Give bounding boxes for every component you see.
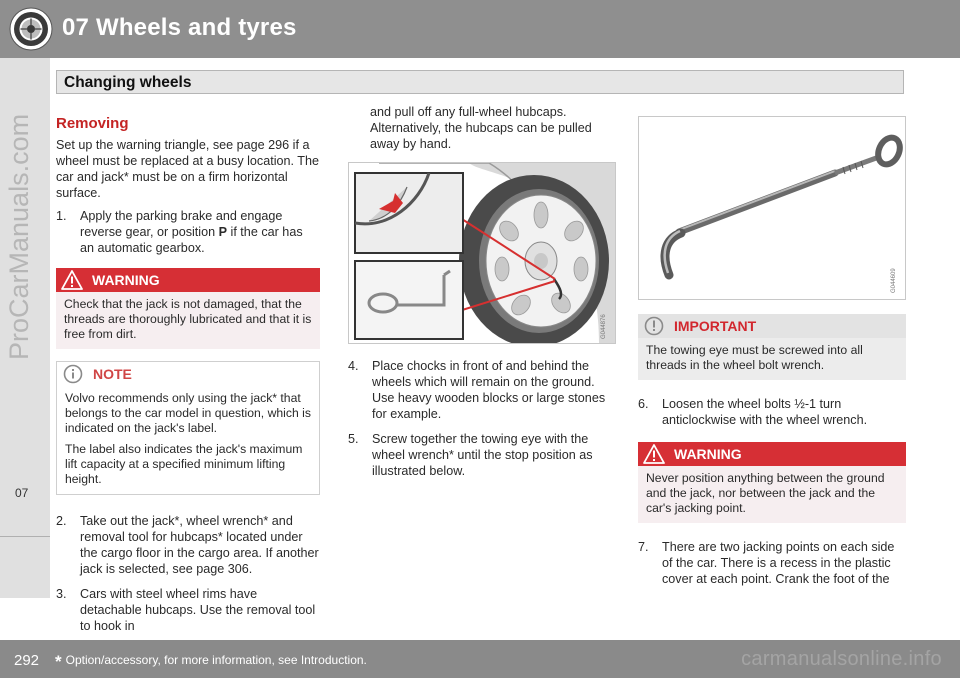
note-body [57,386,319,494]
chapter-header [0,0,960,58]
important-label: IMPORTANT [674,318,757,334]
warning-header [638,442,906,466]
subheading-removing: Removing [56,115,129,132]
column-3 [638,116,906,596]
footnote-text: Option/accessory, for more information, see Introduction. [65,653,367,667]
note-paragraph: Volvo recommends only using the jack* that belongs to the car model in question, which is indicated on the jack's label. [65,391,311,435]
step-number: 6. [638,397,649,411]
note-label: NOTE [93,366,132,382]
step-3 [56,586,320,634]
step-number: 5. [348,432,359,446]
step-5 [348,431,616,479]
warning-box-jack [56,268,320,349]
figure-code: G044876 [601,314,607,339]
wheel-wrench-drawing [639,117,905,299]
warning-body: Never position anything between the ground and the jack, nor between the jack and the car's jacking point. [638,466,906,523]
page-number: 292 [14,652,40,669]
figure-code: G044609 [891,268,897,293]
note-paragraph: The label also indicates the jack's maximum lift capacity at a specified minimum lifting height. [65,442,303,486]
step-1 [56,208,320,256]
hubcap-removal-illustration [348,162,616,344]
step-number: 7. [638,540,649,554]
warning-triangle-icon [61,270,83,290]
footnote-asterisk: * [55,652,62,671]
step-text: Screw together the towing eye with the wheel wrench* until the stop position as illustrated below. [372,432,593,478]
sidebar-chapter-number: 07 [15,486,29,500]
step-text: Take out the jack*, wheel wrench* and removal tool for hubcaps* located under the cargo floor in the cargo area. If another jack is selected, see page 306. [80,514,319,576]
hubcap-wheel-drawing [349,163,615,343]
sidebar-divider [0,536,50,537]
warning-label: WARNING [674,446,742,462]
step-text: Cars with steel wheel rims have detachable hubcaps. Use the removal tool to hook in [80,587,316,633]
step-2 [56,513,320,577]
warning-label: WARNING [92,272,160,288]
chapter-title: 07 Wheels and tyres [62,14,297,41]
column-2 [348,104,616,488]
important-header [638,314,906,338]
step-4 [348,358,616,422]
important-body: The towing eye must be screwed into all threads in the wheel bolt wrench. [638,338,906,380]
footnote [55,652,367,672]
step-text: Place chocks in front of and behind the wheels which will remain on the ground. Use heavy wooden blocks or large stones for example. [372,359,606,421]
warning-box-jacking [638,442,906,523]
step-7 [638,539,906,587]
intro-paragraph: Set up the warning triangle, see page 296 if a wheel must be replaced at a busy location. The car and jack* must be on a firm horizontal surface. [56,138,319,200]
warning-header [56,268,320,292]
info-icon [62,364,84,384]
step-number: 1. [56,209,67,223]
footer-watermark: carmanualsonline.info [741,648,942,670]
step-number: 4. [348,359,359,373]
page-footer [0,640,960,678]
continued-text: and pull off any full-wheel hubcaps. Alternatively, the hubcaps can be pulled away by hand. [370,105,592,151]
exclamation-circle-icon [643,316,665,336]
step-text: There are two jacking points on each side of the car. There is a recess in the plastic cover at each point. Crank the foot of the [662,540,895,586]
step-text: Loosen the wheel bolts ½-1 turn anticlockwise with the wheel wrench. [662,397,868,427]
wheel-icon [8,6,54,52]
step-number: 2. [56,514,67,528]
wheel-wrench-illustration [638,116,906,300]
warning-triangle-icon [643,444,665,464]
column-1 [56,116,320,643]
step-text: Apply the parking brake and engage reverse gear, or position [80,209,283,239]
warning-body: Check that the jack is not damaged, that the threads are thoroughly lubricated and that it is free from dirt. [56,292,320,349]
important-box [638,314,906,380]
note-header [57,362,319,386]
step-6 [638,396,906,428]
section-title: Changing wheels [64,74,192,91]
side-watermark: ProCarManuals.com [4,113,34,360]
step-number: 3. [56,587,67,601]
gear-position-p: P [218,225,228,239]
step-text-cont: if the car has an automatic gearbox. [80,225,303,255]
section-title-bar [56,70,904,94]
note-box [56,361,320,495]
